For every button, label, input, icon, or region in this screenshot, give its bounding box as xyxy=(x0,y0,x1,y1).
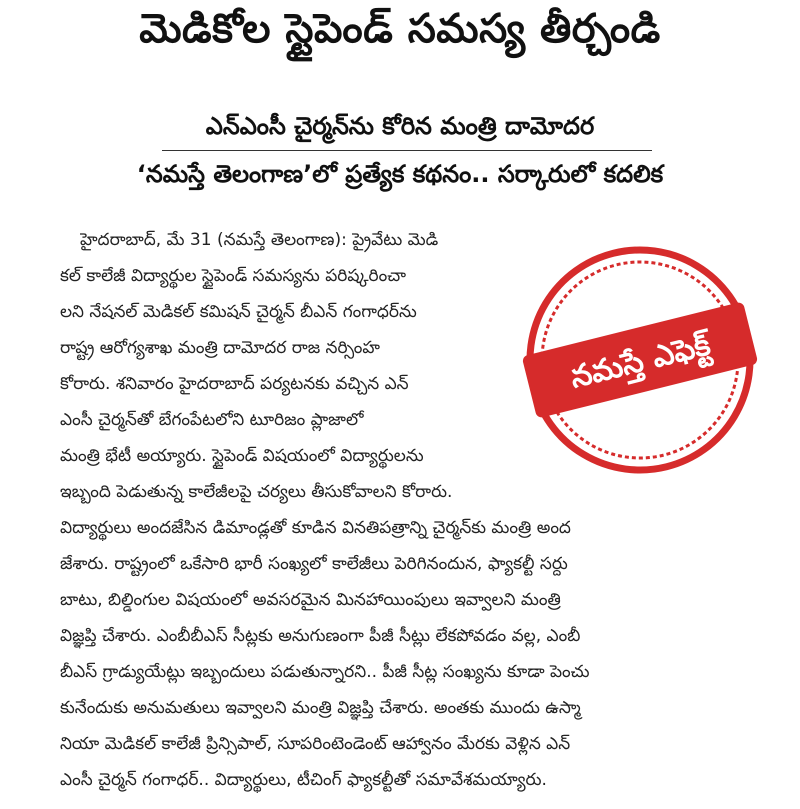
article-line: మంత్రి భేటీ అయ్యారు. స్టైపెండ్ విషయంలో విద్యార్థులను xyxy=(60,446,424,466)
headline: మెడికోల స్టైపెండ్ సమస్య తీర్చండి xyxy=(139,6,661,52)
article-line: బీఎస్ గ్రాడ్యుయేట్లు ఇబ్బందులు పడుతున్నారని.. పీజీ సీట్ల సంఖ్యను కూడా పెంచు xyxy=(60,662,590,682)
article-line: విద్యార్థులు అందజేసిన డిమాండ్లతో కూడిన వినతిపత్రాన్ని చైర్మన్‌కు మంత్రి అంద xyxy=(60,518,571,538)
article-line: కోరారు. శనివారం హైదరాబాద్ పర్యటనకు వచ్చిన ఎన్ xyxy=(60,374,409,394)
article-line: విజ్ఞప్తి చేశారు. ఎంబీబీఎస్ సీట్లకు అనుగుణంగా పీజీ సీట్లు లేకపోవడం వల్ల, ఎంబీ xyxy=(60,626,581,646)
article-line: జేశారు. రాష్ట్రంలో ఒకేసారి భారీ సంఖ్యలో కాలేజీలు పెరిగినందున, ఫ్యాకల్టీ సర్దు xyxy=(60,554,568,574)
article-line: రాష్ట్ర ఆరోగ్యశాఖ మంత్రి దామోదర రాజ నర్సింహ xyxy=(60,338,380,358)
article-line: హైదరాబాద్, మే 31 (నమస్తే తెలంగాణ): ప్రైవేటు మెడి xyxy=(80,230,439,250)
article-line: ఇబ్బంది పెడుతున్న కాలేజీలపై చర్యలు తీసుకోవాలని కోరారు. xyxy=(60,482,453,502)
divider xyxy=(162,150,652,151)
article-line: లని నేషనల్ మెడికల్ కమిషన్ చైర్మన్ బీఎన్ గంగాధర్‌ను xyxy=(60,302,417,322)
stamp-text: నమస్తే ఎఫెక్ట్ xyxy=(566,327,714,396)
namaste-effect-stamp xyxy=(520,240,760,480)
article-line: ఎంసీ చైర్మన్ గంగాధర్.. విద్యార్థులు, టీచింగ్ ఫ్యాకల్టీతో సమావేశమయ్యారు. xyxy=(60,770,547,790)
article-line: కునేందుకు అనుమతులు ఇవ్వాలని మంత్రి విజ్ఞప్తి చేశారు. అంతకు ముందు ఉస్మా xyxy=(60,698,581,718)
article-line: బాటు, బిల్డింగుల విషయంలో అవసరమైన మినహాయింపులు ఇవ్వాలని మంత్రి xyxy=(60,590,561,610)
subheadline: ఎన్ఎంసీ చైర్మన్‌ను కోరిన మంత్రి దామోదర xyxy=(205,112,595,140)
subheadline-2: ‘నమస్తే తెలంగాణ’లో ప్రత్యేక కథనం.. సర్కారులో కదలిక xyxy=(136,160,664,188)
article-line: కల్ కాలేజీ విద్యార్థుల స్టైపెండ్ సమస్యను పరిష్కరించా xyxy=(60,266,407,286)
article-line: నియా మెడికల్ కాలేజీ ప్రిన్సిపాల్, సూపరింటెండెంట్ ఆహ్వానం మేరకు వెళ్లిన ఎన్ xyxy=(60,734,571,754)
article-line: ఎంసీ చైర్మన్‌తో బేగంపేటలోని టూరిజం ప్లాజాలో xyxy=(60,410,364,430)
